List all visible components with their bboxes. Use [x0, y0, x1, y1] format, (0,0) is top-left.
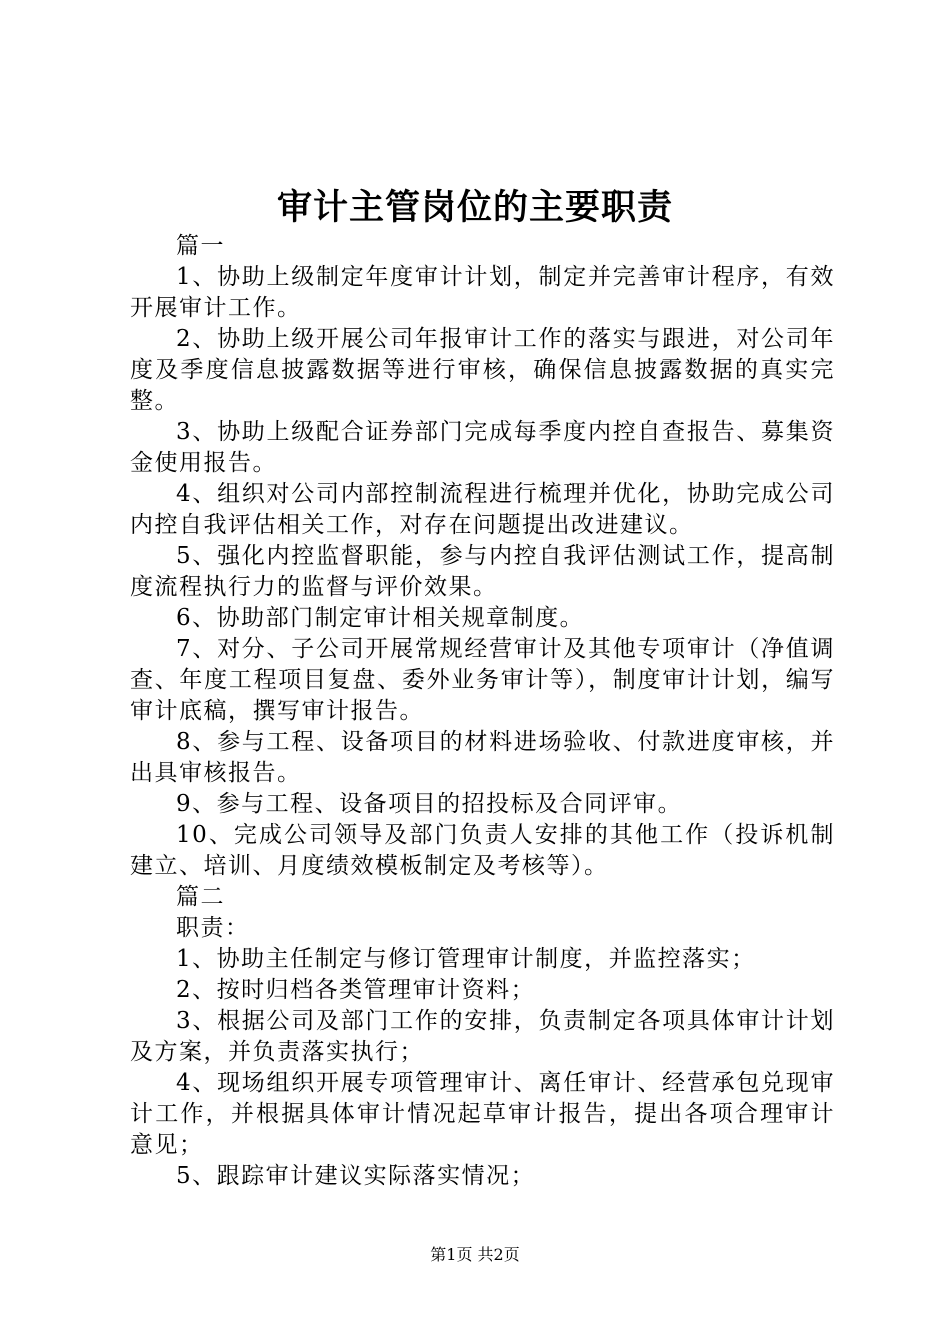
paragraph: 7、对分、子公司开展常规经营审计及其他专项审计（净值调查、年度工程项目复盘、委外业务审计等），制度审计计划，编写审计底稿，撰写审计报告。	[130, 636, 835, 724]
paragraph: 6、协助部门制定审计相关规章制度。	[176, 605, 585, 631]
paragraph: 4、组织对公司内部控制流程进行梳理并优化，协助完成公司内控自我评估相关工作，对存在问题提出改进建议。	[130, 481, 835, 538]
document-body	[130, 231, 835, 1192]
paragraph: 8、参与工程、设备项目的材料进场验收、付款进度审核，并出具审核报告。	[130, 729, 835, 786]
paragraph: 1、协助主任制定与修订管理审计制度，并监控落实；	[176, 946, 756, 972]
paragraph: 4、现场组织开展专项管理审计、离任审计、经营承包兑现审计工作，并根据具体审计情况起草审计报告，提出各项合理审计意见；	[130, 1070, 835, 1158]
section-heading: 篇二	[176, 884, 225, 910]
paragraph: 1、协助上级制定年度审计计划，制定并完善审计程序，有效开展审计工作。	[130, 264, 835, 321]
paragraph: 3、协助上级配合证券部门完成每季度内控自查报告、募集资金使用报告。	[130, 419, 835, 476]
paragraph: 职责：	[176, 915, 250, 941]
paragraph: 10、完成公司领导及部门负责人安排的其他工作（投诉机制建立、培训、月度绩效模板制定及考核等）。	[130, 822, 835, 879]
paragraph: 2、按时归档各类管理审计资料；	[176, 977, 536, 1003]
paragraph: 5、强化内控监督职能，参与内控自我评估测试工作，提高制度流程执行力的监督与评价效果。	[130, 543, 835, 600]
paragraph: 9、参与工程、设备项目的招投标及合同评审。	[176, 791, 683, 817]
paragraph: 2、协助上级开展公司年报审计工作的落实与跟进，对公司年度及季度信息披露数据等进行审核，确保信息披露数据的真实完整。	[130, 326, 835, 414]
section-heading: 篇一	[176, 233, 225, 259]
paragraph: 3、根据公司及部门工作的安排，负责制定各项具体审计计划及方案，并负责落实执行；	[130, 1008, 835, 1065]
document-title: 审计主管岗位的主要职责	[276, 187, 673, 228]
page-number-footer: 第1页 共2页	[430, 1245, 520, 1264]
paragraph: 5、跟踪审计建议实际落实情况；	[176, 1163, 536, 1189]
